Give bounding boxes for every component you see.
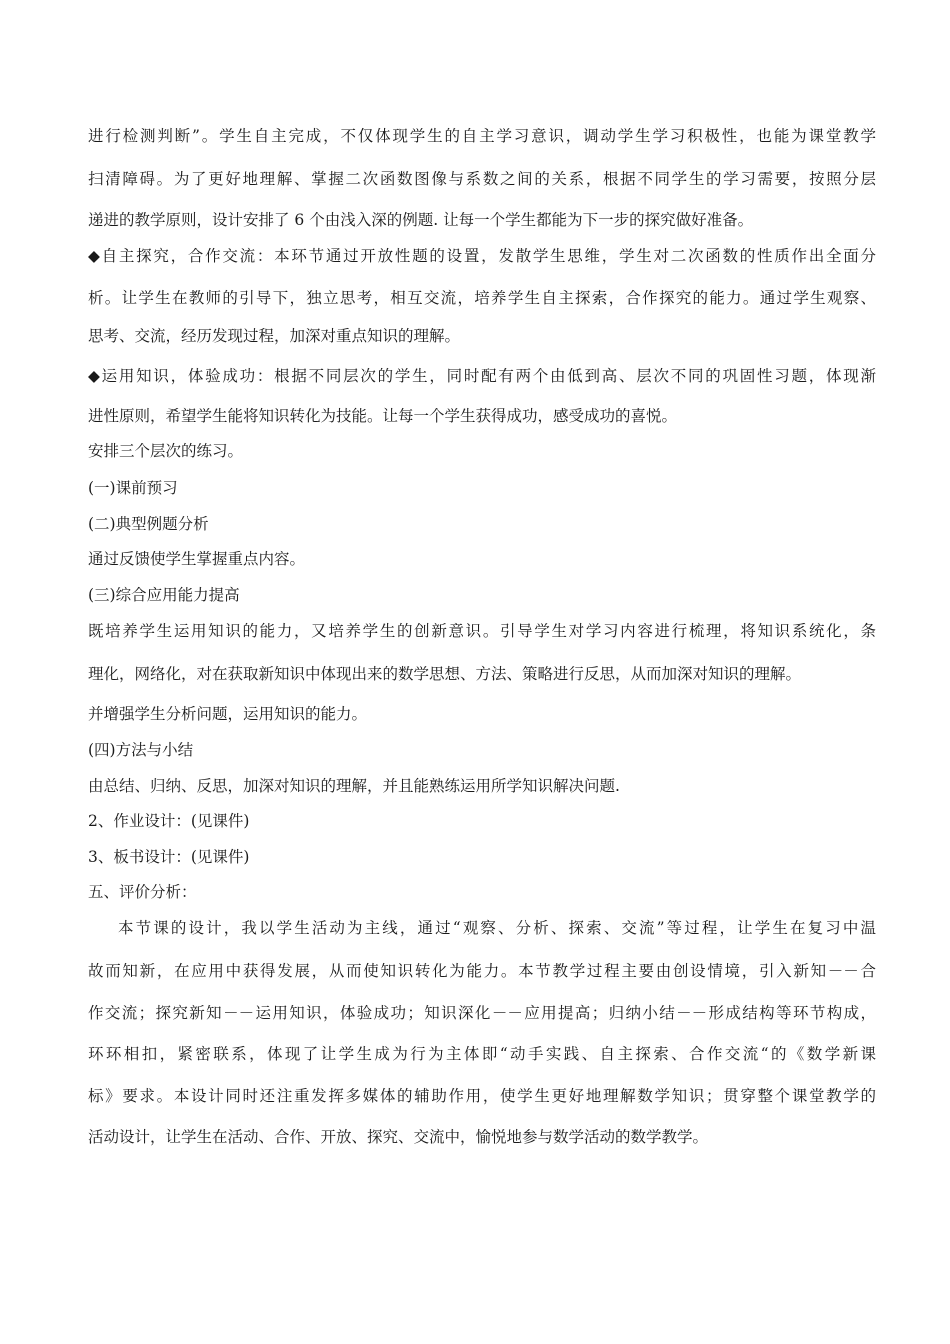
text-line: 故而知新，在应用中获得发展，从而使知识转化为能力。本节教学过程主要由创设情境，引入新知－－合 [88, 962, 876, 980]
text-line: 由总结、归纳、反思，加深对知识的理解，并且能熟练运用所学知识解决问题. [88, 777, 620, 795]
text-line: 并增强学生分析问题，运用知识的能力。 [88, 705, 368, 723]
text-line: 进性原则，希望学生能将知识转化为技能。让每一个学生获得成功，感受成功的喜悦。 [88, 407, 678, 425]
text-line: 理化，网络化，对在获取新知识中体现出来的数学思想、方法、策略进行反思，从而加深对知识的理解。 [88, 665, 802, 683]
text-line: 递进的教学原则，设计安排了 6 个由浅入深的例题. 让每一个学生都能为下一步的探究做好准备。 [88, 211, 754, 229]
section-heading: (三)综合应用能力提高 [88, 586, 240, 604]
list-item: 2、作业设计：(见课件) [88, 812, 250, 830]
section-heading: (一)课前预习 [88, 479, 178, 497]
list-item: 3、板书设计：(见课件) [88, 848, 250, 866]
text-line: 本节课的设计，我以学生活动为主线，通过“观察、分析、探索、交流”等过程，让学生在复习中温 [118, 919, 876, 937]
text-line: 环环相扣，紧密联系，体现了让学生成为行为主体即“动手实践、自主探索、合作交流“的《数学新课 [88, 1045, 876, 1063]
text-line: 思考、交流，经历发现过程，加深对重点知识的理解。 [88, 327, 461, 345]
text-line: 既培养学生运用知识的能力，又培养学生的创新意识。引导学生对学习内容进行梳理，将知识系统化，条 [88, 622, 876, 640]
text-line: 通过反馈使学生掌握重点内容。 [88, 550, 306, 568]
text-line: 进行检测判断”。学生自主完成，不仅体现学生的自主学习意识，调动学生学习积极性，也能为课堂教学 [88, 127, 876, 145]
bullet-paragraph-line: ◆自主探究，合作交流：本环节通过开放性题的设置，发散学生思维，学生对二次函数的性质作出全面分 [88, 247, 876, 265]
section-heading: (二)典型例题分析 [88, 515, 209, 533]
section-heading: 五、评价分析： [88, 883, 197, 901]
bullet-paragraph-line: ◆运用知识，体验成功：根据不同层次的学生，同时配有两个由低到高、层次不同的巩固性习题，体现渐 [88, 367, 876, 385]
text-line: 析。让学生在教师的引导下，独立思考，相互交流，培养学生自主探索，合作探究的能力。通过学生观察、 [88, 289, 876, 307]
text-line: 活动设计，让学生在活动、合作、开放、探究、交流中，愉悦地参与数学活动的数学教学。 [88, 1128, 709, 1146]
text-line: 安排三个层次的练习。 [88, 442, 244, 460]
text-line: 作交流；探究新知－－运用知识，体验成功；知识深化－－应用提高；归纳小结－－形成结构等环节构成， [88, 1004, 876, 1022]
section-heading: (四)方法与小结 [88, 741, 194, 759]
text-line: 扫清障碍。为了更好地理解、掌握二次函数图像与系数之间的关系，根据不同学生的学习需要，按照分层 [88, 170, 876, 188]
text-line: 标》要求。本设计同时还注重发挥多媒体的辅助作用，使学生更好地理解数学知识；贯穿整个课堂教学的 [88, 1087, 876, 1105]
